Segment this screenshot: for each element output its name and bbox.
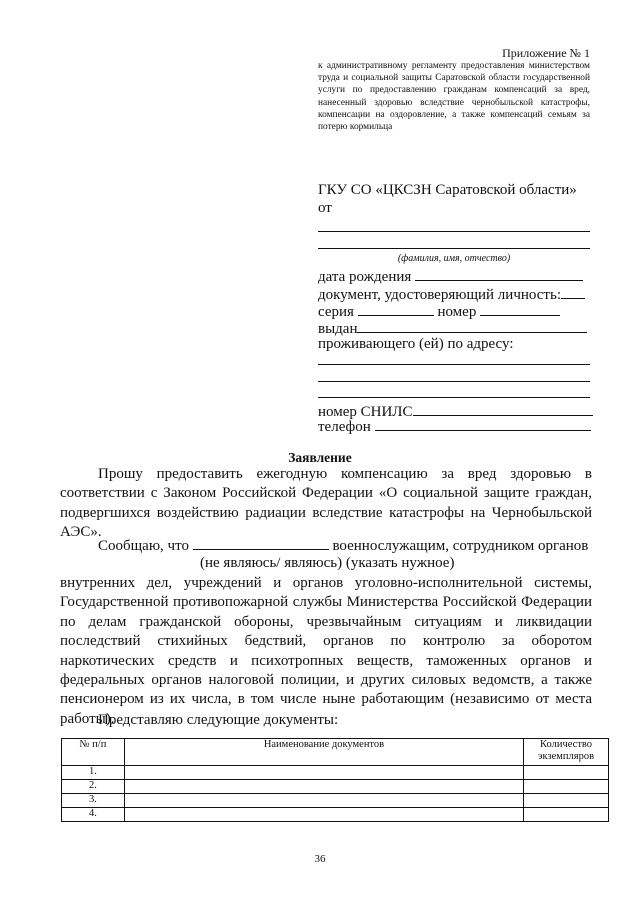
name-hint: (фамилия, имя, отчество): [397, 253, 511, 264]
page-number: 36: [314, 853, 326, 865]
birth-date-blank: [415, 266, 583, 281]
header-quantity: Количество экземпляров: [524, 739, 609, 766]
phone-label: телефон: [318, 419, 371, 435]
recipient-org: ГКУ СО «ЦКСЗН Саратовской области»: [318, 182, 577, 198]
issued-blank: [357, 318, 587, 333]
address-line-3: [318, 397, 590, 398]
statement-title: Заявление: [288, 450, 352, 465]
row-quantity: [524, 794, 609, 808]
number-label: номер: [437, 304, 477, 320]
series-label: серия: [318, 304, 354, 320]
header-number: № п/п: [62, 739, 125, 766]
table-row: [62, 766, 609, 780]
table-row: [62, 780, 609, 794]
birth-date-field: [318, 266, 583, 286]
documents-table: [61, 738, 609, 822]
name-line-2: [318, 248, 590, 249]
issued-label: выдан: [318, 321, 358, 337]
statement-paragraph-3: внутренних дел, учреждений и органов уголовно-исполнительной системы, Государственной противопожарной службы Министерства Российской Федерации по делам гражданской обороны, чрезвычайным ситуациям и ликвидации последствий стихийных бедствий, органов по контролю за оборотом наркотических средств и психотропных веществ, таможенных органов и федеральных органов налоговой полиции, и других силовых ведомств, а также пенсионером из их числа, в том числе ныне работающим (независимо от места работы).: [60, 575, 592, 727]
row-doc-name: [124, 808, 523, 822]
snils-label: номер СНИЛС: [318, 404, 413, 420]
row-number: 1.: [62, 766, 125, 780]
id-document-label: документ, удостоверяющий личность:: [318, 287, 561, 303]
row-number: 2.: [62, 780, 125, 794]
address-line-1: [318, 364, 590, 365]
appendix-text: к административному регламенту предоставления министерством труда и социальной защиты Саратовской области государственной услуги по предоставлению гражданам компенсаций за вред, нанесенный здоровью вследствие чернобыльской катастрофы, компенсации на оздоровление, а также компенсаций семьям за потерю кормильца: [318, 61, 590, 133]
address-label: проживающего (ей) по адресу:: [318, 336, 514, 352]
phone-blank: [375, 418, 591, 431]
status-blank: [193, 535, 329, 550]
phone-field: [318, 418, 591, 436]
row-quantity: [524, 766, 609, 780]
row-doc-name: [124, 780, 523, 794]
table-header-row: [62, 739, 609, 766]
header-doc-name: Наименование документов: [124, 739, 523, 766]
from-label: от: [318, 200, 332, 216]
statement-paragraph-1: Прошу предоставить ежегодную компенсацию за вред здоровью в соответствии с Законом Российской Федерации «О социальной защите граждан, подвергшихся воздействию радиации вследствие катастрофы на Чернобыльской АЭС».: [60, 466, 592, 541]
table-row: [62, 794, 609, 808]
row-doc-name: [124, 766, 523, 780]
row-number: 3.: [62, 794, 125, 808]
row-number: 4.: [62, 808, 125, 822]
row-quantity: [524, 808, 609, 822]
documents-intro: Представляю следующие документы:: [98, 712, 339, 728]
table-row: [62, 808, 609, 822]
number-blank: [480, 301, 560, 316]
statement-paragraph-2: [60, 535, 592, 556]
para2-end: военнослужащим, сотрудником органов: [332, 538, 589, 554]
para2-start: Сообщаю, что: [98, 538, 189, 554]
appendix-title: Приложение № 1: [502, 46, 590, 60]
name-line-1: [318, 231, 590, 232]
birth-date-label: дата рождения: [318, 269, 412, 285]
address-line-2: [318, 381, 590, 382]
row-doc-name: [124, 794, 523, 808]
snils-blank: [413, 401, 593, 416]
id-document-blank: [561, 284, 585, 299]
issued-field: [318, 318, 587, 338]
row-quantity: [524, 780, 609, 794]
series-blank: [358, 301, 434, 316]
status-hint: (не являюсь/ являюсь) (указать нужное): [200, 555, 455, 571]
